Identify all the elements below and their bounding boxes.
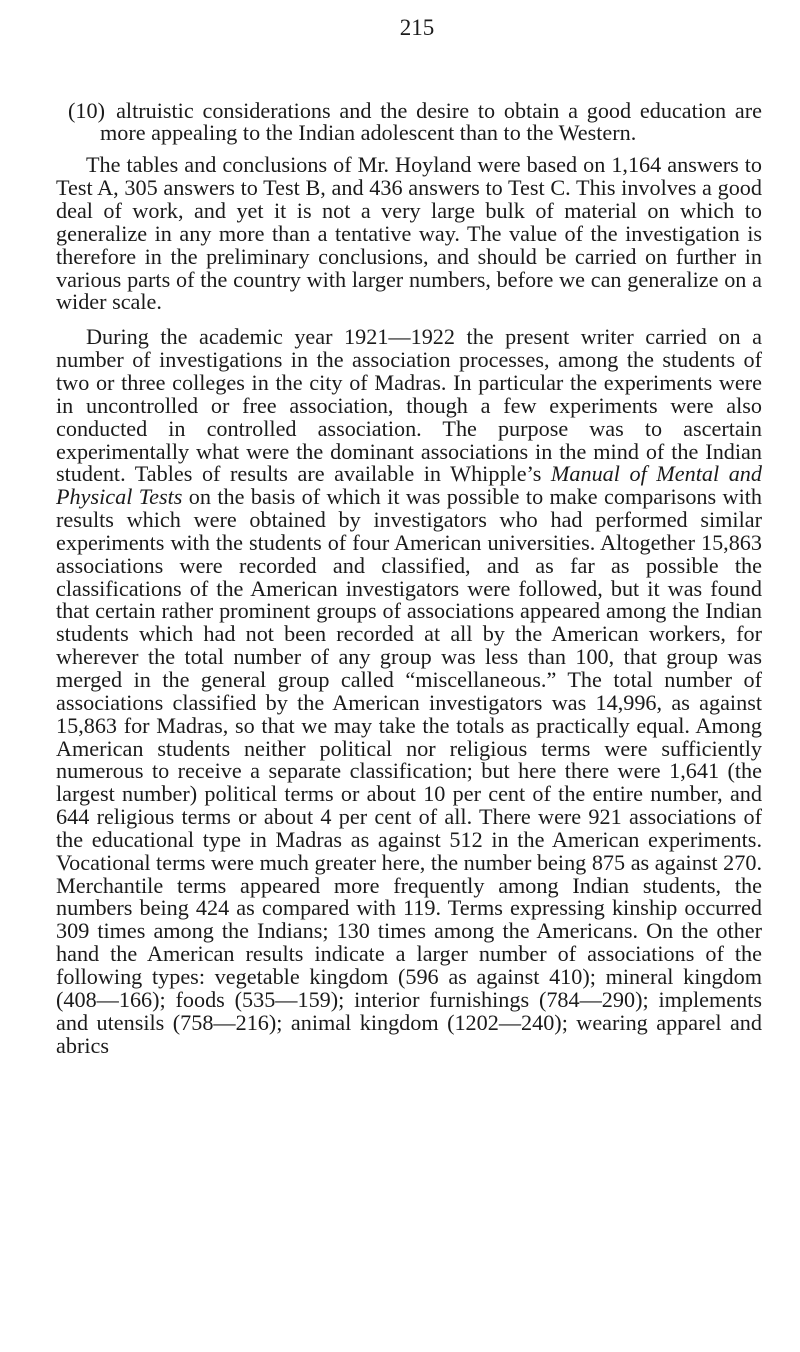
paragraph-text-after-title: on the basis of which it was possible to make comparisons with results which were obtained by investigators who had performed similar experiments with the students of four American universities. Altogether 15,863 associations were recorded and classified, and as far as possible the classifications of the American investigators were followed, but it was found that certain rather prominent groups of associations appeared among the Indian students which had not been recorded at all by the American workers, for wherever the total number of any group was less than 100, that group was merged in the general group called “miscellaneous.” The total number of associations classified by the American investigators was 14,996, as against 15,863 for Madras, so that we may take the totals as practically equal. Among American students neither political nor religious terms were sufficiently numerous to receive a separate classification; but here there were 1,641 (the largest number) political terms or about 10 per cent of the entire number, and 644 religious terms or about 4 per cent of all. There were 921 associations of the educational type in Madras as against 512 in the American experiments. Vocational terms were much greater here, the number being 875 as against 270. Merchantile terms appeared more frequently among Indian students, the numbers being 424 as compared with 119. Terms expressing kinship occurred 309 times among the Indians; 130 times among the Americans. On the other hand the American results indicate a larger number of associations of the following types: vegetable kingdom (596 as against 410); mineral kingdom (408—166); foods (535—159); interior furnishings (784—290); implements and utensils (758—216); animal kingdom (1202—240); wearing apparel and abrics	[56, 484, 763, 1058]
book-title: Manual of Mental and Physical Tests	[56, 461, 762, 510]
paragraph-hoyland-tables: The tables and conclusions of Mr. Hoyland were based on 1,164 answers to Test A, 305 answers to Test B, and 436 answers to Test C. This involves a good deal of work, and yet it is not a very large bulk of material on which to generalize in any more than a tentative way. The value of the investigation is therefore in the preliminary conclusions, and should be carried on further in various parts of the country with larger numbers, before we can generalize on a wider scale.	[56, 152, 762, 315]
list-item-text: altruistic considerations and the desire to obtain a good education are more appealing to the Indian adolescent than to the Western.	[100, 98, 762, 145]
page-number: 215	[399, 15, 435, 40]
book-page	[56, 14, 762, 1057]
list-item-10	[68, 100, 762, 143]
list-item-marker: (10)	[68, 98, 105, 123]
paragraph-madras-investigations	[56, 326, 762, 1057]
paragraph-text-before-title: During the academic year 1921—1922 the present writer carried on a number of investigations in the association processes, among the students of two or three colleges in the city of Madras. In particular the experiments were in uncontrolled or free association, though a few experiments were also conducted in controlled association. The purpose was to ascertain experimentally what were the dominant associations in the mind of the Indian student. Tables of results are available in Whipple’s	[56, 324, 762, 487]
